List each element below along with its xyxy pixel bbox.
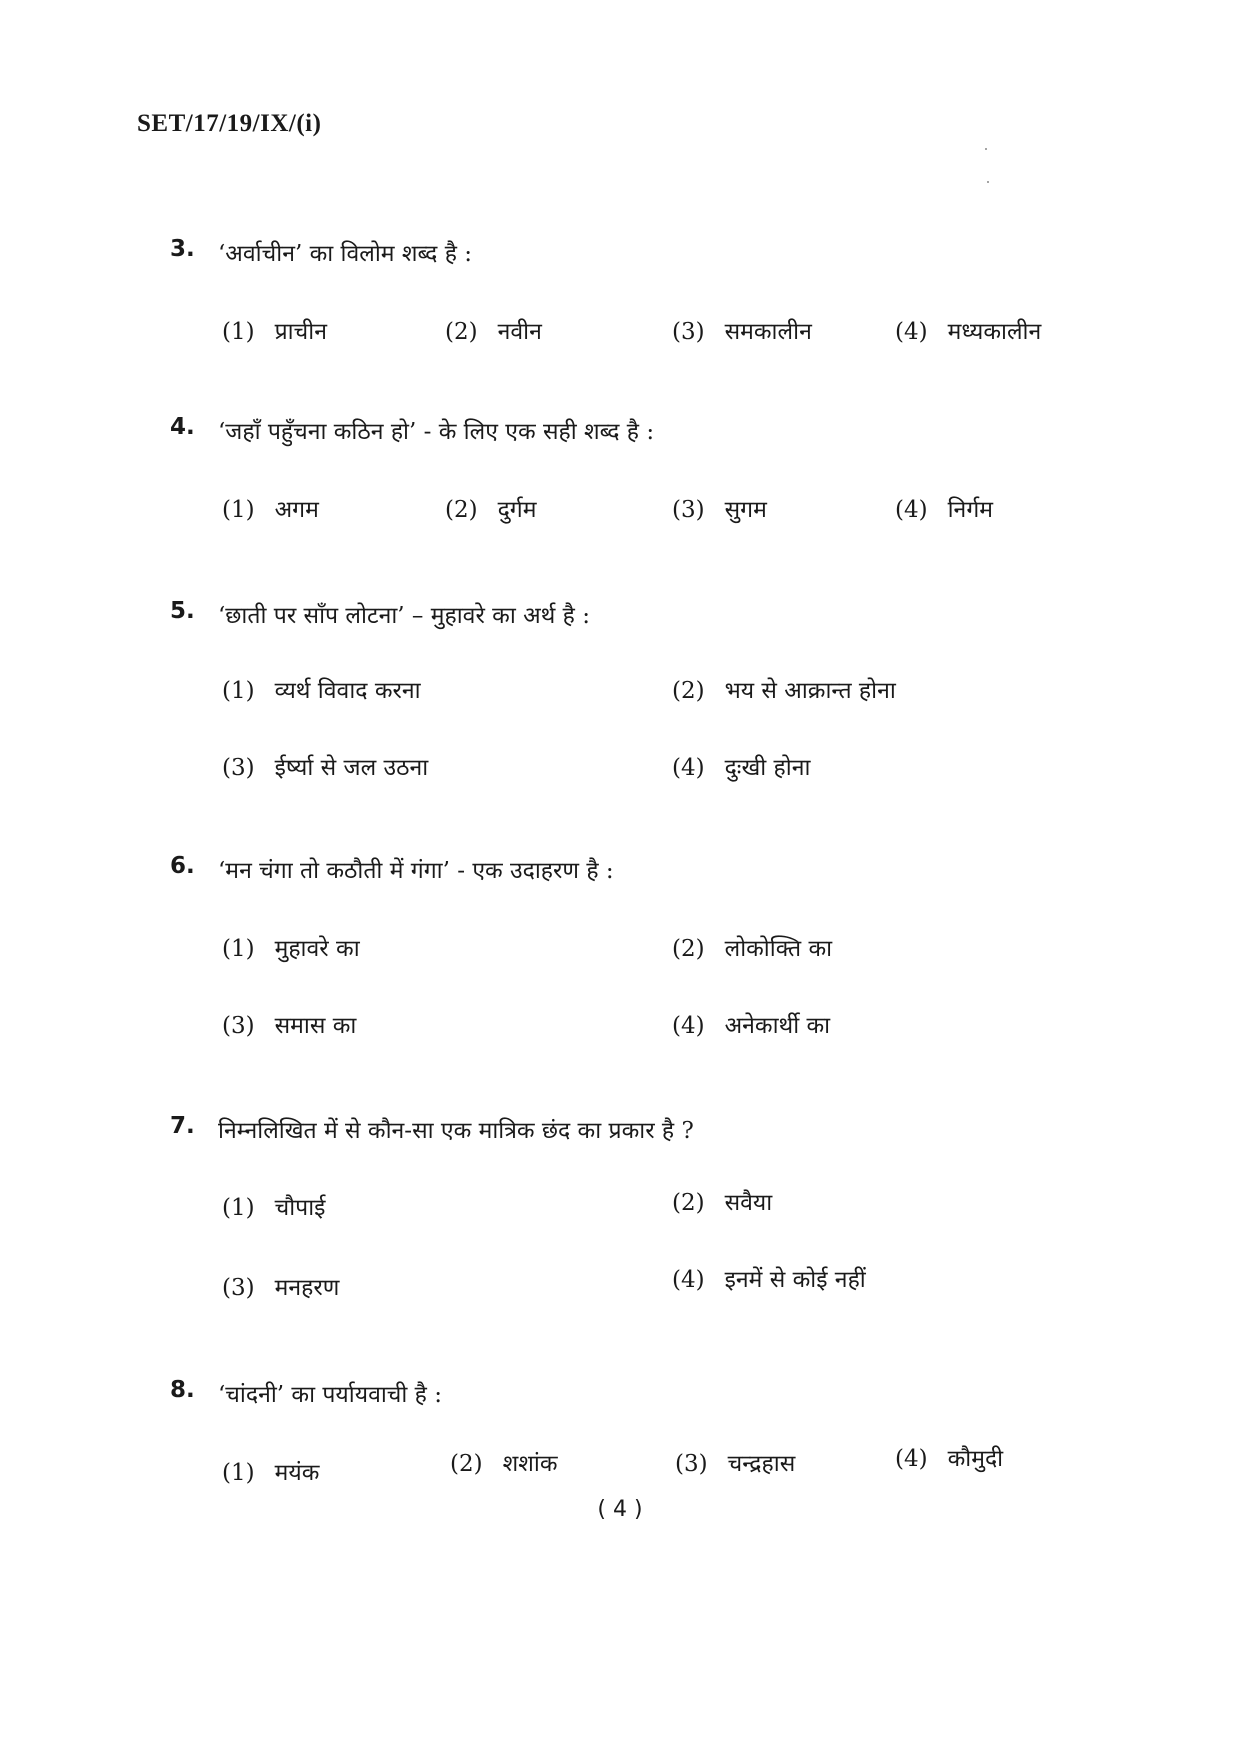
option-8-4 xyxy=(895,1441,1003,1473)
question-text: ‘चांदनी’ का पर्यायवाची है : xyxy=(218,1382,442,1408)
question-number: 7. xyxy=(170,1113,195,1139)
option-number: (3) xyxy=(675,1451,708,1477)
option-number: (2) xyxy=(672,678,705,704)
option-number: (1) xyxy=(222,319,255,345)
option-text: मनहरण xyxy=(274,1275,340,1301)
question-text: ‘छाती पर साँप लोटना’ – मुहावरे का अर्थ है : xyxy=(218,603,590,629)
option-8-3 xyxy=(675,1446,795,1478)
question-number: 5. xyxy=(170,598,195,624)
question-text: निम्नलिखित में से कौन-सा एक मात्रिक छंद का प्रकार है ? xyxy=(218,1118,694,1144)
option-number: (1) xyxy=(222,936,255,962)
option-number: (4) xyxy=(672,1013,705,1039)
option-number: (4) xyxy=(895,1446,928,1472)
scan-speck xyxy=(987,181,989,183)
option-text: सवैया xyxy=(724,1190,773,1216)
option-text: मयंक xyxy=(274,1460,320,1486)
question-3 xyxy=(0,236,1240,266)
option-number: (4) xyxy=(895,497,928,523)
option-5-1 xyxy=(222,673,421,705)
option-8-1 xyxy=(222,1455,319,1487)
option-text: नवीन xyxy=(497,319,542,345)
question-8 xyxy=(0,1377,1240,1407)
question-5 xyxy=(0,598,1240,628)
question-number: 4. xyxy=(170,414,195,440)
question-4 xyxy=(0,414,1240,444)
option-text: मुहावरे का xyxy=(274,936,360,962)
option-number: (2) xyxy=(445,497,478,523)
option-5-3 xyxy=(222,750,428,782)
option-4-4 xyxy=(895,492,993,524)
option-number: (3) xyxy=(222,755,255,781)
option-text: चौपाई xyxy=(274,1195,326,1221)
option-number: (4) xyxy=(672,1267,705,1293)
option-number: (2) xyxy=(672,936,705,962)
option-text: मध्यकालीन xyxy=(947,319,1042,345)
option-text: प्राचीन xyxy=(274,319,327,345)
option-number: (2) xyxy=(445,319,478,345)
option-3-1 xyxy=(222,314,327,346)
option-7-3 xyxy=(222,1270,339,1302)
option-text: लोकोक्ति का xyxy=(724,936,833,962)
option-4-2 xyxy=(445,492,537,524)
option-5-4 xyxy=(672,750,810,782)
question-number: 6. xyxy=(170,853,195,879)
option-6-1 xyxy=(222,931,360,963)
option-text: समकालीन xyxy=(724,319,812,345)
option-text: ईर्ष्या से जल उठना xyxy=(274,755,429,781)
option-number: (4) xyxy=(895,319,928,345)
option-number: (1) xyxy=(222,497,255,523)
option-6-2 xyxy=(672,931,832,963)
question-7 xyxy=(0,1113,1240,1143)
option-number: (1) xyxy=(222,1460,255,1486)
option-text: व्यर्थ विवाद करना xyxy=(274,678,421,704)
question-text: ‘जहाँ पहुँचना कठिन हो’ - के लिए एक सही शब्द है : xyxy=(218,419,655,445)
option-number: (3) xyxy=(222,1275,255,1301)
option-3-3 xyxy=(672,314,812,346)
option-6-3 xyxy=(222,1008,356,1040)
option-number: (1) xyxy=(222,678,255,704)
option-5-2 xyxy=(672,673,896,705)
option-text: इनमें से कोई नहीं xyxy=(724,1267,866,1293)
question-number: 8. xyxy=(170,1377,195,1403)
option-number: (2) xyxy=(672,1190,705,1216)
option-8-2 xyxy=(450,1446,558,1478)
question-6 xyxy=(0,853,1240,883)
option-text: सुगम xyxy=(724,497,767,523)
option-number: (4) xyxy=(672,755,705,781)
option-7-2 xyxy=(672,1185,772,1217)
option-number: (1) xyxy=(222,1195,255,1221)
option-7-1 xyxy=(222,1190,325,1222)
option-text: अनेकार्थी का xyxy=(724,1013,831,1039)
question-text: ‘मन चंगा तो कठौती में गंगा’ - एक उदाहरण है : xyxy=(218,858,614,884)
question-number: 3. xyxy=(170,236,195,262)
option-number: (2) xyxy=(450,1451,483,1477)
option-text: कौमुदी xyxy=(947,1446,1004,1472)
option-text: भय से आक्रान्त होना xyxy=(724,678,896,704)
option-text: अगम xyxy=(274,497,319,523)
question-text: ‘अर्वाचीन’ का विलोम शब्द है : xyxy=(218,241,472,267)
option-3-4 xyxy=(895,314,1041,346)
option-number: (3) xyxy=(672,497,705,523)
set-code: SET/17/19/IX/(i) xyxy=(137,110,322,137)
option-text: चन्द्रहास xyxy=(727,1451,796,1477)
option-number: (3) xyxy=(222,1013,255,1039)
option-4-1 xyxy=(222,492,319,524)
option-text: दुःखी होना xyxy=(724,755,811,781)
option-text: दुर्गम xyxy=(497,497,537,523)
option-3-2 xyxy=(445,314,542,346)
option-number: (3) xyxy=(672,319,705,345)
option-text: शशांक xyxy=(502,1451,558,1477)
page-number: ( 4 ) xyxy=(597,1497,643,1522)
option-text: समास का xyxy=(274,1013,357,1039)
option-4-3 xyxy=(672,492,767,524)
scan-speck xyxy=(985,148,987,150)
option-6-4 xyxy=(672,1008,830,1040)
option-text: निर्गम xyxy=(947,497,994,523)
option-7-4 xyxy=(672,1262,866,1294)
